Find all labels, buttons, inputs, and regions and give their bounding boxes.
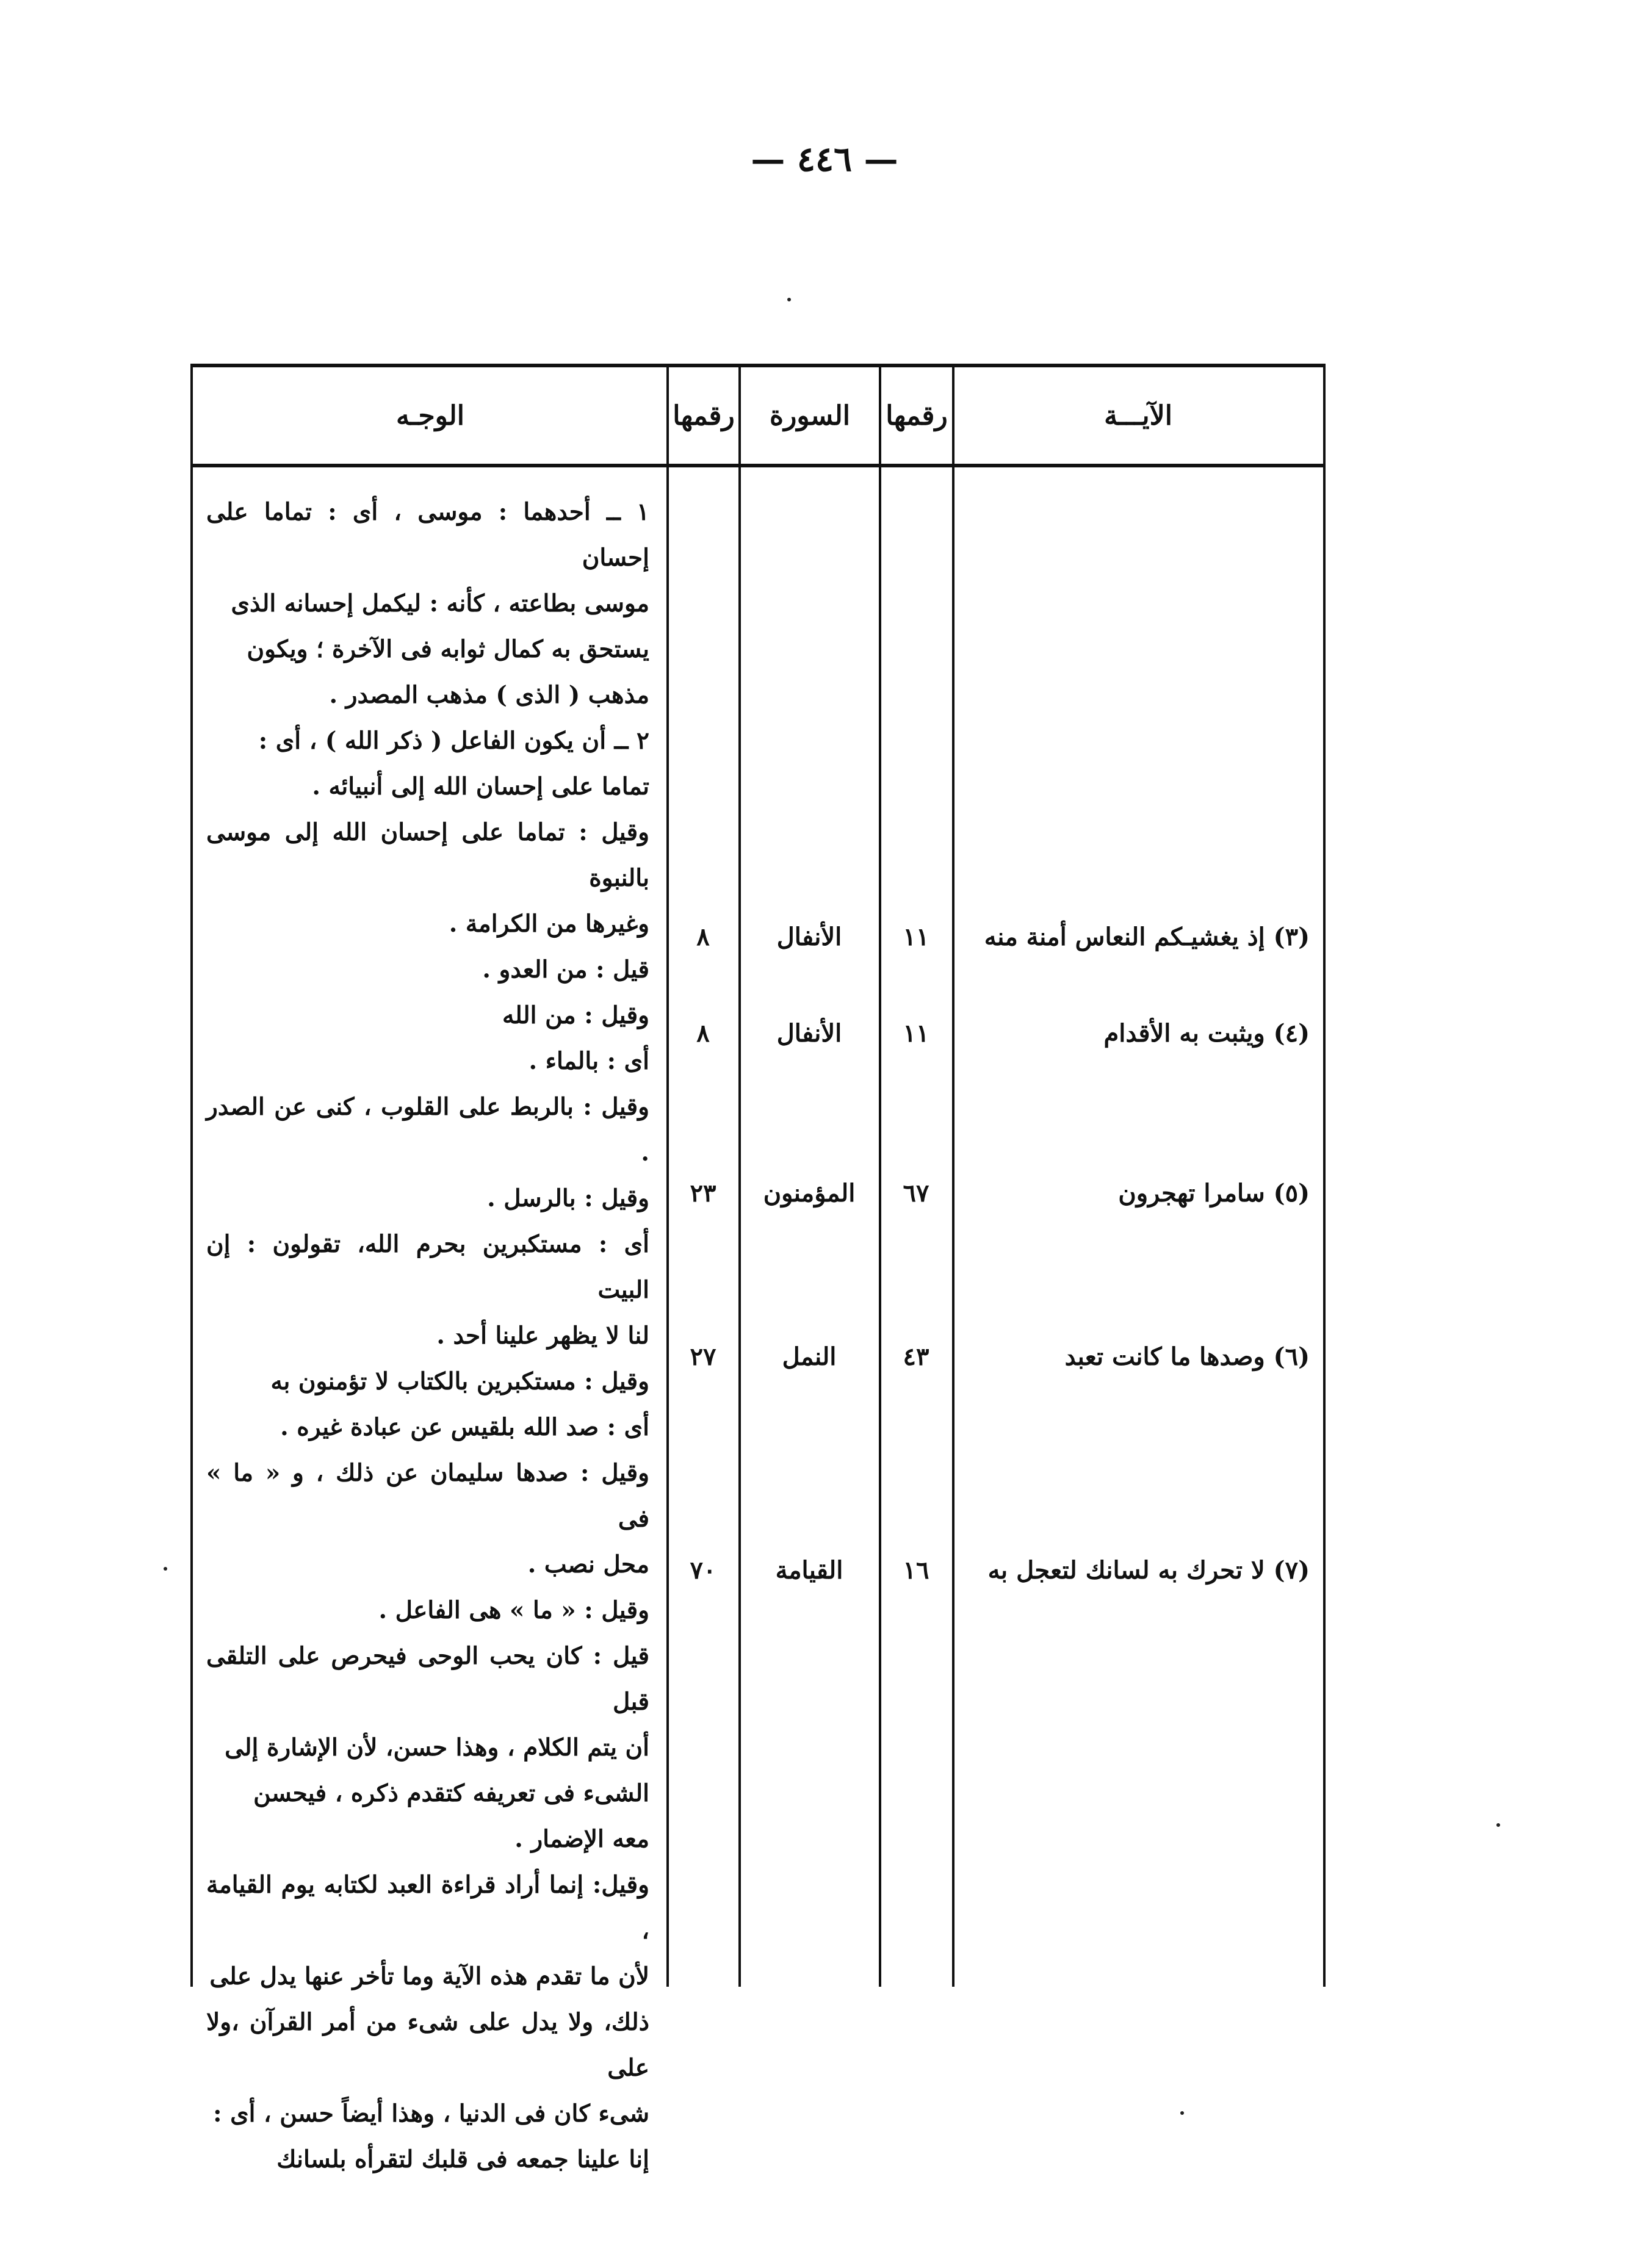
wajh-line: وقيل : مستكبرين بالكتاب لا تؤمنون به [270, 1367, 649, 1395]
row-surah: الأنفال [776, 923, 842, 951]
wajh-line: ذلك، ولا يدل على شىء من أمر القرآن ،ولا على [206, 2008, 649, 2082]
wajh-line: موسى بطاعته ، كأنه : ليكمل إحسانه الذى [231, 589, 649, 617]
row-surah: القيامة [775, 1556, 843, 1585]
tafsir-table [190, 364, 1326, 2173]
wajh-line: وقيل : صدها سليمان عن ذلك ، و « ما » فى [206, 1459, 649, 1533]
row-surah: النمل [782, 1342, 837, 1371]
scan-speck [787, 298, 791, 301]
wajh-line: يستحق به كمال ثوابه فى الآخرة ؛ ويكون [247, 635, 649, 663]
wajh-line: شىء كان فى الدنيا ، وهذا أيضاً حسن ، أى : [213, 2100, 649, 2128]
wajh-line: وغيرها من الكرامة . [449, 910, 649, 938]
wajh-line: وقيل : بالربط على القلوب ، كنى عن الصدر . [206, 1093, 649, 1167]
row-surah-number: ٨ [696, 1019, 710, 1048]
header-ayah: الآيـــة [953, 367, 1323, 467]
column-divider [738, 367, 741, 1987]
wajh-line: لأن ما تقدم هذه الآية وما تأخر عنها يدل على [209, 1962, 649, 1990]
wajh-line: وقيل : من الله [502, 1001, 649, 1029]
wajh-line: لنا لا يظهر علينا أحد . [436, 1322, 649, 1350]
column-divider [666, 367, 669, 1987]
header-ayah-number: رقمها [880, 367, 953, 467]
row-ayah-number: ١١ [903, 1019, 929, 1048]
wajh-line: أن يتم الكلام ، وهذا حسن، لأن الإشارة إلى [225, 1733, 649, 1762]
row-surah-number: ٧٠ [690, 1556, 716, 1585]
wajh-line: مذهب ( الذى ) مذهب المصدر . [329, 681, 649, 709]
row-surah-number: ٨ [696, 923, 710, 951]
wajh-line: وقيل : بالرسل . [487, 1184, 649, 1212]
column-divider [952, 367, 954, 1987]
scan-speck [1180, 2111, 1184, 2115]
row-surah-number: ٢٧ [690, 1342, 716, 1371]
row-surah-number: ٢٣ [690, 1179, 716, 1208]
row-ayah: (٧) لا تحرك به لسانك لتعجل به [987, 1556, 1310, 1585]
row-ayah-number: ٤٣ [903, 1342, 929, 1371]
row-ayah-number: ١٦ [903, 1556, 929, 1585]
wajh-line: أى : صد الله بلقيس عن عبادة غيره . [280, 1413, 649, 1441]
wajh-line: ١ ــ أحدهما : موسى ، أى : تماما على إحسان [206, 498, 649, 572]
wajh-line: إنا علينا جمعه فى قلبك لتقرأه بلسانك [276, 2145, 649, 2173]
wajh-line: محل نصب . [527, 1550, 649, 1579]
column-divider [879, 367, 881, 1987]
wajh-line: أى : بالماء . [529, 1047, 649, 1075]
wajh-line: وقيل : تماما على إحسان الله إلى موسى بالنبوة [206, 818, 649, 892]
wajh-line: تماما على إحسان الله إلى أنبيائه . [312, 772, 649, 801]
header-wajh: الوجـه [193, 367, 668, 467]
page-number: — ٤٤٦ — [751, 139, 898, 179]
row-ayah: (٤) ويثبت به الأقدام [1103, 1019, 1310, 1048]
wajh-line: وقيل: إنما أراد قراءة العبد لكتابه يوم القيامة ، [206, 1871, 649, 1945]
header-surah: السورة [740, 367, 880, 467]
row-surah: المؤمنون [763, 1179, 856, 1208]
wajh-line: معه الإضمار . [514, 1825, 649, 1853]
wajh-line: قيل : من العدو . [482, 956, 649, 984]
wajh-line: الشىء فى تعريفه كتقدم ذكره ، فيحسن [253, 1779, 649, 1807]
row-ayah-number: ٦٧ [903, 1179, 929, 1208]
wajh-line: أى : مستكبرين بحرم الله، تقولون : إن البيت [206, 1230, 649, 1304]
row-ayah: (٣) إذ يغشيـكم النعاس أمنة منه [984, 923, 1310, 951]
row-ayah: (٦) وصدها ما كانت تعبد [1064, 1342, 1310, 1371]
wajh-line: قيل : كان يحب الوحى فيحرص على التلقى قبل [206, 1642, 649, 1716]
header-surah-number: رقمها [668, 367, 740, 467]
scan-speck [1496, 1823, 1500, 1827]
wajh-column [193, 489, 663, 2173]
scan-speck [164, 1567, 167, 1571]
wajh-line: وقيل : « ما » هى الفاعل . [378, 1596, 649, 1624]
wajh-line: ٢ ــ أن يكون الفاعل ( ذكر الله ) ، أى : [258, 727, 649, 755]
row-ayah-number: ١١ [903, 923, 929, 951]
row-surah: الأنفال [776, 1019, 842, 1048]
row-ayah: (٥) سامرا تهجرون [1118, 1179, 1310, 1208]
